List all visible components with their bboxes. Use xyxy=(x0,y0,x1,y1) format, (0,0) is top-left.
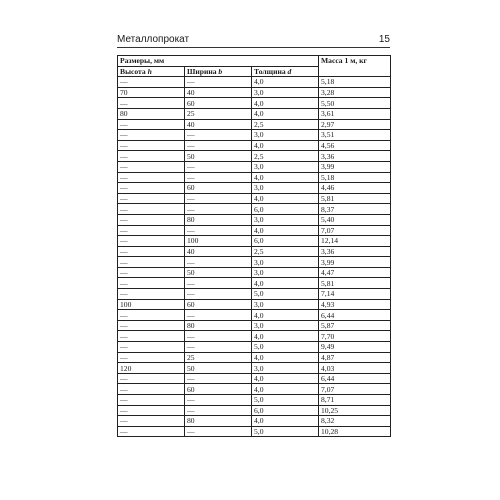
table-row xyxy=(118,172,391,183)
height-cell: — xyxy=(118,77,185,88)
running-title: Металлопрокат xyxy=(117,34,190,45)
height-cell: — xyxy=(118,278,185,289)
width-cell: 80 xyxy=(185,416,252,427)
mass-cell: 6,44 xyxy=(319,373,391,384)
width-cell: 50 xyxy=(185,151,252,162)
table-row xyxy=(118,130,391,141)
thickness-cell: 6,0 xyxy=(252,405,319,416)
thickness-cell: 4,0 xyxy=(252,416,319,427)
height-header xyxy=(118,66,185,77)
thickness-cell: 5,0 xyxy=(252,426,319,437)
group-header-row xyxy=(118,56,391,67)
width-cell: — xyxy=(185,172,252,183)
thickness-cell: 3,0 xyxy=(252,267,319,278)
thickness-cell: 4,0 xyxy=(252,77,319,88)
width-cell: — xyxy=(185,331,252,342)
width-cell: 60 xyxy=(185,98,252,109)
height-cell: — xyxy=(118,342,185,353)
thickness-cell: 6,0 xyxy=(252,236,319,247)
width-header-label: Ширина xyxy=(187,66,217,76)
height-cell: — xyxy=(118,236,185,247)
thickness-header-var: d xyxy=(287,66,292,76)
height-cell: — xyxy=(118,267,185,278)
mass-cell: 6,44 xyxy=(319,310,391,321)
mass-cell: 9,49 xyxy=(319,342,391,353)
mass-cell: 4,46 xyxy=(319,183,391,194)
width-cell: — xyxy=(185,405,252,416)
mass-cell: 3,99 xyxy=(319,257,391,268)
mass-cell: 5,50 xyxy=(319,98,391,109)
mass-cell: 8,71 xyxy=(319,395,391,406)
dimensions-header: Размеры, мм xyxy=(118,56,319,67)
table-row xyxy=(118,405,391,416)
thickness-cell: 4,0 xyxy=(252,352,319,363)
running-header xyxy=(117,34,390,48)
table-row xyxy=(118,183,391,194)
table-row xyxy=(118,384,391,395)
mass-cell: 7,70 xyxy=(319,331,391,342)
width-cell: 40 xyxy=(185,119,252,130)
height-cell: — xyxy=(118,204,185,215)
width-cell: — xyxy=(185,257,252,268)
thickness-cell: 4,0 xyxy=(252,278,319,289)
table-row xyxy=(118,193,391,204)
thickness-cell: 4,0 xyxy=(252,172,319,183)
thickness-cell: 3,0 xyxy=(252,363,319,374)
table-row xyxy=(118,151,391,162)
mass-cell: 7,14 xyxy=(319,289,391,300)
table-row xyxy=(118,87,391,98)
table-row xyxy=(118,426,391,437)
mass-header: Масса 1 м, кг xyxy=(319,56,391,77)
height-cell: — xyxy=(118,151,185,162)
dimensions-mass-table xyxy=(117,55,391,437)
width-cell: 80 xyxy=(185,214,252,225)
width-cell: 100 xyxy=(185,236,252,247)
table-row xyxy=(118,214,391,225)
thickness-cell: 4,0 xyxy=(252,373,319,384)
height-cell: 70 xyxy=(118,87,185,98)
thickness-cell: 2,5 xyxy=(252,151,319,162)
height-cell: — xyxy=(118,373,185,384)
width-cell: — xyxy=(185,161,252,172)
width-cell: 60 xyxy=(185,183,252,194)
mass-cell: 4,93 xyxy=(319,299,391,310)
thickness-cell: 2,5 xyxy=(252,119,319,130)
width-cell: — xyxy=(185,278,252,289)
thickness-cell: 6,0 xyxy=(252,204,319,215)
table-row xyxy=(118,225,391,236)
table-row xyxy=(118,140,391,151)
width-cell: 40 xyxy=(185,246,252,257)
thickness-cell: 3,0 xyxy=(252,257,319,268)
width-cell: — xyxy=(185,373,252,384)
mass-cell: 5,40 xyxy=(319,214,391,225)
width-cell: — xyxy=(185,395,252,406)
table-row xyxy=(118,289,391,300)
page-number: 15 xyxy=(378,34,390,45)
thickness-cell: 4,0 xyxy=(252,98,319,109)
table-body xyxy=(118,77,391,437)
mass-cell: 10,28 xyxy=(319,426,391,437)
width-cell: — xyxy=(185,225,252,236)
width-cell: 50 xyxy=(185,267,252,278)
mass-cell: 8,37 xyxy=(319,204,391,215)
width-cell: — xyxy=(185,310,252,321)
mass-cell: 5,81 xyxy=(319,278,391,289)
mass-cell: 8,32 xyxy=(319,416,391,427)
height-cell: — xyxy=(118,289,185,300)
mass-cell: 5,18 xyxy=(319,77,391,88)
table-row xyxy=(118,108,391,119)
width-cell: 60 xyxy=(185,384,252,395)
width-cell: — xyxy=(185,140,252,151)
table-row xyxy=(118,320,391,331)
width-header-var: b xyxy=(218,66,223,76)
mass-cell: 2,97 xyxy=(319,119,391,130)
table-row xyxy=(118,331,391,342)
mass-cell: 5,81 xyxy=(319,193,391,204)
height-cell: — xyxy=(118,257,185,268)
thickness-cell: 4,0 xyxy=(252,193,319,204)
width-cell: 80 xyxy=(185,320,252,331)
mass-cell: 5,18 xyxy=(319,172,391,183)
height-cell: — xyxy=(118,320,185,331)
table-row xyxy=(118,310,391,321)
width-cell: — xyxy=(185,342,252,353)
thickness-cell: 3,0 xyxy=(252,161,319,172)
height-cell: — xyxy=(118,225,185,236)
table-row xyxy=(118,363,391,374)
table-row xyxy=(118,77,391,88)
height-cell: — xyxy=(118,352,185,363)
thickness-header-label: Толщина xyxy=(254,66,286,76)
height-cell: 80 xyxy=(118,108,185,119)
height-cell: — xyxy=(118,140,185,151)
height-cell: — xyxy=(118,405,185,416)
mass-cell: 3,51 xyxy=(319,130,391,141)
header-rule xyxy=(117,47,390,48)
height-cell: — xyxy=(118,331,185,342)
mass-cell: 3,36 xyxy=(319,151,391,162)
thickness-cell: 4,0 xyxy=(252,331,319,342)
thickness-cell: 3,0 xyxy=(252,320,319,331)
table-row xyxy=(118,161,391,172)
mass-cell: 4,47 xyxy=(319,267,391,278)
thickness-cell: 5,0 xyxy=(252,395,319,406)
width-cell: — xyxy=(185,130,252,141)
table-row xyxy=(118,299,391,310)
width-cell: — xyxy=(185,426,252,437)
height-cell: — xyxy=(118,130,185,141)
height-cell: — xyxy=(118,416,185,427)
height-cell: — xyxy=(118,246,185,257)
height-cell: — xyxy=(118,395,185,406)
table-row xyxy=(118,416,391,427)
thickness-cell: 4,0 xyxy=(252,310,319,321)
table-row xyxy=(118,352,391,363)
height-cell: — xyxy=(118,98,185,109)
mass-cell: 3,28 xyxy=(319,87,391,98)
table-row xyxy=(118,278,391,289)
thickness-cell: 4,0 xyxy=(252,140,319,151)
thickness-cell: 3,0 xyxy=(252,183,319,194)
width-cell: — xyxy=(185,77,252,88)
thickness-cell: 3,0 xyxy=(252,130,319,141)
width-header xyxy=(185,66,252,77)
thickness-cell: 3,0 xyxy=(252,87,319,98)
table-row xyxy=(118,257,391,268)
table-row xyxy=(118,373,391,384)
height-cell: — xyxy=(118,193,185,204)
mass-cell: 4,87 xyxy=(319,352,391,363)
width-cell: 40 xyxy=(185,87,252,98)
width-cell: 25 xyxy=(185,108,252,119)
width-cell: 60 xyxy=(185,299,252,310)
height-header-var: h xyxy=(147,66,152,76)
height-cell: — xyxy=(118,161,185,172)
thickness-cell: 4,0 xyxy=(252,108,319,119)
width-cell: 25 xyxy=(185,352,252,363)
height-cell: — xyxy=(118,119,185,130)
mass-cell: 7,07 xyxy=(319,225,391,236)
mass-cell: 3,36 xyxy=(319,246,391,257)
height-cell: — xyxy=(118,310,185,321)
table-row xyxy=(118,204,391,215)
thickness-cell: 2,5 xyxy=(252,246,319,257)
thickness-cell: 3,0 xyxy=(252,214,319,225)
width-cell: — xyxy=(185,204,252,215)
thickness-cell: 5,0 xyxy=(252,289,319,300)
height-cell: — xyxy=(118,384,185,395)
table-row xyxy=(118,98,391,109)
mass-cell: 5,87 xyxy=(319,320,391,331)
thickness-cell: 3,0 xyxy=(252,299,319,310)
thickness-cell: 5,0 xyxy=(252,342,319,353)
thickness-header xyxy=(252,66,319,77)
height-cell: — xyxy=(118,214,185,225)
mass-cell: 4,03 xyxy=(319,363,391,374)
height-header-label: Высота xyxy=(120,66,146,76)
width-cell: — xyxy=(185,193,252,204)
table-row xyxy=(118,236,391,247)
height-cell: — xyxy=(118,426,185,437)
height-cell: — xyxy=(118,183,185,194)
table-row xyxy=(118,267,391,278)
mass-cell: 12,14 xyxy=(319,236,391,247)
table-row xyxy=(118,342,391,353)
width-cell: — xyxy=(185,289,252,300)
table-row xyxy=(118,246,391,257)
mass-cell: 3,99 xyxy=(319,161,391,172)
height-cell: 120 xyxy=(118,363,185,374)
table-row xyxy=(118,119,391,130)
thickness-cell: 4,0 xyxy=(252,384,319,395)
height-cell: 100 xyxy=(118,299,185,310)
mass-cell: 7,07 xyxy=(319,384,391,395)
mass-cell: 10,25 xyxy=(319,405,391,416)
thickness-cell: 4,0 xyxy=(252,225,319,236)
width-cell: 50 xyxy=(185,363,252,374)
table-row xyxy=(118,395,391,406)
mass-cell: 3,61 xyxy=(319,108,391,119)
height-cell: — xyxy=(118,172,185,183)
mass-cell: 4,56 xyxy=(319,140,391,151)
